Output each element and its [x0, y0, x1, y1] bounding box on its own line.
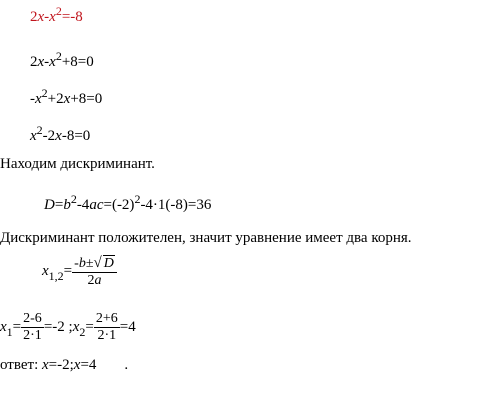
denominator [72, 273, 117, 289]
power: 2 [70, 192, 77, 206]
rhs: -8=0 [61, 128, 91, 144]
subscript: 2 [79, 325, 86, 339]
roots-formula [42, 254, 117, 289]
numerator [72, 255, 117, 273]
equation-line-1 [30, 4, 83, 26]
plus-minus: ± [85, 255, 94, 271]
result: =4 [119, 319, 136, 335]
var-D: D [44, 197, 55, 213]
equals: = [54, 197, 64, 213]
var-x: x [49, 9, 56, 25]
numerator: 2+6 [95, 311, 118, 327]
denominator: 2·1 [97, 328, 117, 344]
equals: = [12, 319, 22, 335]
den-coef: 2 [87, 272, 95, 288]
fraction [21, 311, 44, 344]
text-two-roots: Дискриминант положителен, значит уравнение имеет два корня. [0, 230, 412, 246]
value: =4 [80, 357, 97, 373]
rhs: +8=0 [61, 54, 94, 70]
term: =(-2) [103, 197, 135, 213]
var-D: D [103, 255, 114, 271]
var-b: b [78, 255, 86, 271]
equation-line-2 [30, 49, 94, 71]
var-x: x [55, 128, 62, 144]
equation-line-3 [30, 86, 103, 108]
numerator: 2-6 [23, 311, 42, 327]
discriminant-formula [44, 192, 212, 214]
var-x: x [63, 91, 71, 107]
subscript: 1,2 [48, 269, 64, 283]
roots-values [0, 310, 136, 344]
var-x: x [42, 263, 49, 279]
var-x: x [0, 319, 7, 335]
term: +2 [47, 91, 64, 107]
equals: = [63, 263, 73, 279]
var-x: x [37, 54, 45, 70]
power: 2 [55, 4, 62, 18]
power: 2 [55, 49, 62, 63]
var-b: b [63, 197, 71, 213]
var-x: x [41, 357, 49, 373]
var-x: x [30, 128, 37, 144]
minus: - [44, 54, 50, 70]
term: -4·1(-8)=36 [140, 197, 212, 213]
var-a: a [94, 272, 102, 288]
coef: 2 [30, 54, 38, 70]
var-x: x [49, 54, 56, 70]
sqrt-icon: √ [93, 254, 102, 271]
power: 2 [134, 192, 141, 206]
period: . [124, 357, 129, 373]
fraction [94, 311, 120, 344]
minus: - [74, 255, 79, 271]
answer-line [0, 356, 128, 374]
term: -4 [76, 197, 90, 213]
rhs: =-8 [61, 9, 83, 25]
term: -2 [42, 128, 56, 144]
denominator: 2·1 [23, 328, 42, 344]
result: =-2 ; [43, 319, 73, 335]
equation-line-4 [30, 123, 91, 145]
rhs: +8=0 [70, 91, 103, 107]
power: 2 [41, 86, 48, 100]
minus: - [30, 91, 35, 107]
var-x: x [37, 9, 45, 25]
equals: = [85, 319, 94, 335]
fraction [72, 255, 117, 289]
var-x: x [73, 357, 81, 373]
var-ac: ac [89, 197, 104, 213]
coef: 2 [30, 9, 38, 25]
var-x: x [35, 91, 42, 107]
minus: - [44, 9, 50, 25]
var-x: x [72, 319, 80, 335]
text-discriminant: Находим дискриминант. [0, 156, 155, 172]
value: =-2; [48, 357, 74, 373]
answer-label: ответ: [0, 357, 42, 373]
radicand [103, 255, 115, 272]
subscript: 1 [6, 325, 13, 339]
power: 2 [36, 123, 43, 137]
